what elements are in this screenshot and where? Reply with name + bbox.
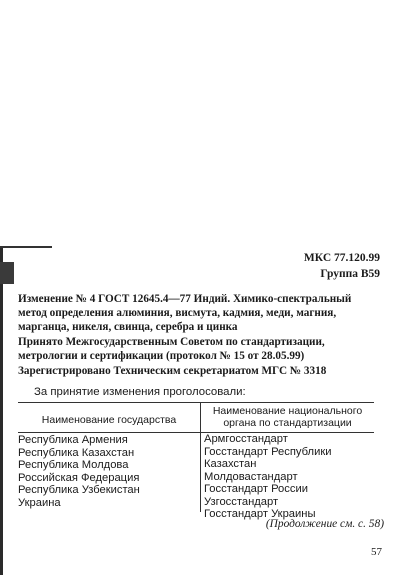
left-margin-mark	[0, 262, 14, 284]
state-item: Республика Узбекистан	[18, 484, 140, 496]
registered-note: Зарегистрировано Техническим секретариатом МГС № 3318	[18, 365, 327, 377]
voting-table	[18, 402, 374, 520]
body-item: Госстандарт Украины	[204, 508, 316, 520]
page-number: 57	[371, 546, 382, 558]
group-code: Группа В59	[320, 268, 380, 280]
body-item: Госстандарт Республики Казахстан	[204, 445, 332, 470]
states-list	[18, 434, 198, 509]
state-item: Республика Молдова	[18, 459, 129, 471]
table-top-rule	[18, 402, 374, 403]
state-item: Республика Армения	[18, 434, 128, 446]
body-item: Госстандарт России	[204, 483, 308, 495]
continued-note: (Продолжение см. с. 58)	[265, 518, 384, 530]
bodies-list	[204, 433, 376, 521]
accepted-note: Принято Межгосударственным Советом по стандартизации, метрологии и сертификации (протокол № 15 от 28.05.99)	[18, 336, 325, 362]
left-margin-dash	[0, 246, 52, 248]
state-item: Республика Казахстан	[18, 446, 135, 459]
mks-code: МКС 77.120.99	[303, 252, 380, 264]
body-item: Молдовастандарт	[204, 470, 298, 483]
body-item: Армгосстандарт	[204, 433, 288, 445]
change-title: Изменение № 4 ГОСТ 12645.4—77 Индий. Химико-спектральный метод определения алюминия, висмута, кадмия, меди, магния, марганца, никеля, свинца, серебра и цинка	[18, 293, 352, 333]
left-margin-rule	[0, 248, 3, 575]
body-item: Узгосстандарт	[204, 495, 279, 508]
table-header-body: Наименование национального органа по стандартизации	[212, 405, 363, 429]
state-item: Российская Федерация	[18, 471, 140, 484]
table-header-state: Наименование государства	[41, 414, 177, 426]
state-item: Украина	[18, 496, 61, 509]
vote-intro: За принятие изменения проголосовали:	[34, 386, 246, 398]
